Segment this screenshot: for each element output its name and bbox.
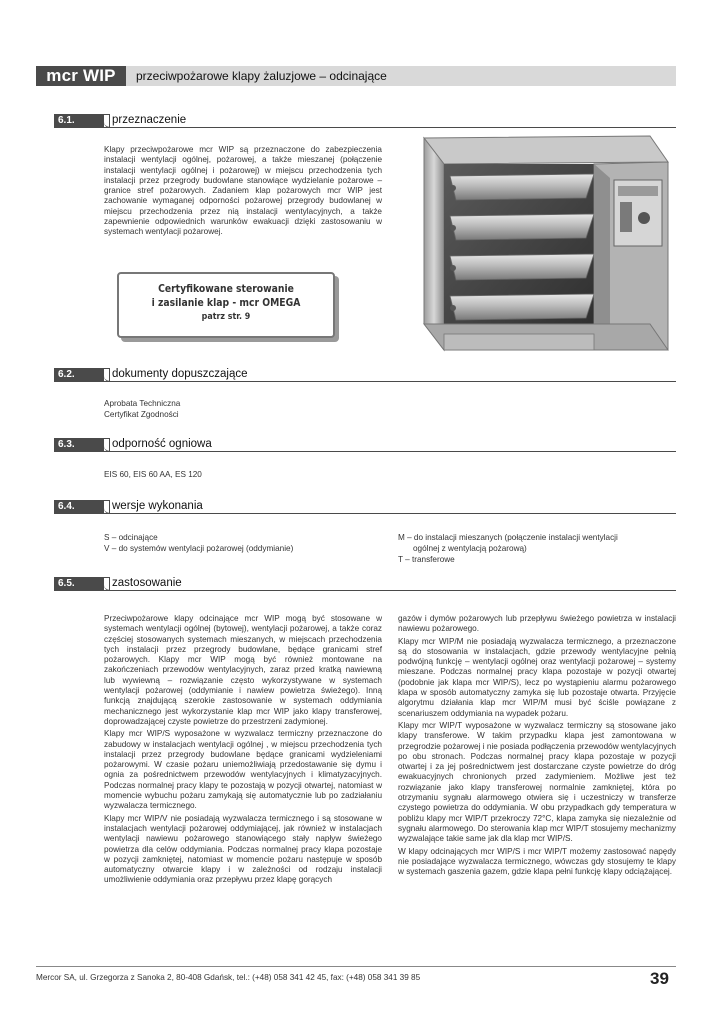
section-heading-zastosowanie — [54, 577, 676, 591]
section-tab — [104, 114, 110, 128]
section-heading-odpornosc — [54, 438, 676, 452]
paragraph: Przeciwpożarowe klapy odcinające mcr WIP mogą być stosowane w systemach wentylacji ogólnej (bytowej), wentylacji pożarowej, a także coraz częściej stosowanych systemach mieszanych, w miejscach przechodzenia tych instalacji przez przegrody budowlane, będące granicami stref pożarowych. Klapy mcr WIP mogą być również montowane na zakończeniach przewodów wentylacyjnych, zaraz przed kratką nawiewną lub wywiewną – rozwiązanie często wykorzystywane w systemach wentylacji pożarowej (oddymianie i nawiew powietrza świeżego). Inną funkcją znajdującą szerokie zastosowanie w systemach oddymiania mechanicznego jest wykorzystanie klap mcr WIP jako klapy transferowej, doprowadzającej czyste powietrze do przestrzeni zadymionej. — [104, 614, 382, 726]
paragraph: Klapy mcr WIP/T wyposażone w wyzwalacz termiczny są stosowane jako klapy transferowe. W takim przypadku klapa jest zamontowana w przegrodzie pożarowej i nie posiada podłączenia przewodów wentylacyjnych po obu stronach. Podczas normalnej pracy klapa pozostaje w pozycji otwartej i za jej pośrednictwem jest dostarczane czyste powietrze do dróg ewakuacyjnych chronionych przed zadymieniem. Możliwe jest też rozwiązanie jako klapy transferowej normalnie zamkniętej, która po otrzymaniu sygnału alarmowego otwiera się i uczestniczy w transferze czystego powietrza do oddymiania. W obu przypadkach gdy temperatura w pobliżu klapy mcr WIP/T przekroczy 72°C, klapa zamyka się niezależnie od sygnału alarmowego. Do sterowania klap mcr WIP/T stosujemy mechanizmy wyzwalające takie same jak dla klap mcr WIP/S. — [398, 720, 676, 844]
section-title: wersje wykonania — [112, 500, 203, 512]
section-heading-wersje — [54, 500, 676, 514]
section-rule — [104, 513, 676, 514]
application-column-right — [398, 614, 676, 879]
section-number: 6.1. — [54, 114, 104, 128]
fire-resistance-classes: EIS 60, EIS 60 AA, ES 120 — [104, 470, 202, 479]
section-number: 6.2. — [54, 368, 104, 382]
section-title: odporność ogniowa — [112, 438, 212, 450]
approval-line: Aprobata Techniczna — [104, 399, 181, 408]
header-band — [36, 66, 676, 86]
footer-contact: Mercor SA, ul. Grzegorza z Sanoka 2, 80-408 Gdańsk, tel.: (+48) 058 341 42 45, fax: (+48) 058 341 39 85 — [36, 973, 421, 982]
callout-line-3: patrz str. 9 — [201, 312, 251, 322]
section-heading-przeznaczenie — [54, 114, 676, 128]
section-rule — [104, 381, 676, 382]
section-tab — [104, 368, 110, 382]
footer-rule — [36, 966, 676, 967]
section-title: przeznaczenie — [112, 114, 187, 126]
section-number: 6.4. — [54, 500, 104, 514]
section-heading-dokumenty — [54, 368, 676, 382]
section-title: zastosowanie — [112, 577, 182, 589]
version-s: S – odcinające — [104, 533, 158, 542]
application-column-left — [104, 614, 382, 888]
version-m-cont: ogólnej z wentylacją pożarową) — [413, 544, 527, 553]
version-m: M – do instalacji mieszanych (połączenie instalacji wentylacji — [398, 533, 618, 542]
section-tab — [104, 577, 110, 591]
paragraph: W klapy odcinających mcr WIP/S i mcr WIP/T możemy zastosować napędy nie posiadające wyzwalacza termicznego, wówczas gdy stosujemy te klapy w systemach gaszenia gazem, gdzie klapa pełni funkcję klapy odciążającej. — [398, 846, 676, 877]
page-number: 39 — [650, 969, 669, 988]
damper-product-image — [410, 128, 680, 358]
certification-callout — [117, 272, 335, 338]
certificate-line: Certyfikat Zgodności — [104, 410, 179, 419]
section-title: dokumenty dopuszczające — [112, 368, 248, 380]
section-number: 6.5. — [54, 577, 104, 591]
brand-label: mcr WIP — [36, 66, 126, 86]
section-rule — [104, 590, 676, 591]
callout-line-1: Certyfikowane sterowanie — [158, 283, 294, 295]
version-t: T – transferowe — [398, 555, 455, 564]
paragraph: gazów i dymów pożarowych lub przepływu świeżego powietrza w instalacji nawiewu pożarowego. — [398, 614, 676, 634]
paragraph: Klapy mcr WIP/V nie posiadają wyzwalacza termicznego i są stosowane w instalacjach wentylacji pożarowej oddymiającej, jak również w instalacjach wentylacji nawiewu pożarowego stanowiącego stały napływ świeżego powietrza dla celów oddymiania. Podczas normalnej pracy klapa pozostaje w pozycji zamkniętej, natomiast w momencie pożaru następuje w sposób automatyczny otwarcie klapy i w zależności od rodzaju instalacji umożliwienie oddymiania oraz przepływu przez klapę gorących — [104, 813, 382, 885]
section-tab — [104, 438, 110, 452]
purpose-paragraph: Klapy przeciwpożarowe mcr WIP są przeznaczone do zabezpieczenia instalacji wentylacji ogólnej, pożarowej, a także mieszanej (połączenie instalacji wentylacji ogólnej i pożarowej) w miejscu przechodzenia tych instalacji przez przegrody budowlane stanowiące wydzielanie pożarowe – granice stref pożarowych. Zadaniem klap pożarowych mcr WIP jest zachowanie wymaganej odporności pożarowej przegrody budowlanej w miejscu przechodzenia przez nią instalacji wentylacyjnych, a także zapewnienie odpowiednich warunków ewakuacji dzięki zastosowaniu w systemach wentylacji pożarowej. — [104, 145, 382, 237]
section-rule — [104, 451, 676, 452]
header-title: przeciwpożarowe klapy żaluzjowe – odcinające — [136, 69, 387, 83]
paragraph: Klapy mcr WIP/S wyposażone w wyzwalacz termiczny przeznaczone do zabudowy w instalacjach wentylacji ogólnej , w miejscu przechodzenia tych instalacji przez przegrody budowlane będące granicami wydzieleniami pożarowymi. W czasie pożaru uniemożliwiają przedostawanie się dymu i ognia za pośrednictwem przewodów wentylacyjnych i klimatyzacyjnych. Podczas normalnej pracy klapy te pozostają w pozycji otwartej, natomiast w momencie wybuchu pożaru zamykają się automatycznie lub po zadziałaniu wyzwalacza termicznego. — [104, 729, 382, 811]
version-v: V – do systemów wentylacji pożarowej (oddymianie) — [104, 544, 294, 553]
paragraph: Klapy mcr WIP/M nie posiadają wyzwalacza termicznego, a przeznaczone są do stosowania w instalacjach, gdzie przewody wentylacyjne pełnią podwójną funkcję – wentylacji ogólnej oraz wentylacji pożarowej – systemy mieszane. Podczas normalnej pracy klapa pozostaje w pozycji otwartej (podobnie jak klapa mcr WIP/S), lecz po wystąpieniu alarmu pożarowego klapa w sposób automatyczny zamyka się lub pozostaje otwarta. Przyjęcie algorytmu działania klap mcr WIP/M musi być ściśle powiązane z scenariuszem oddymiania na wypadek pożaru. — [398, 636, 676, 718]
callout-line-2: i zasilanie klap - mcr OMEGA — [151, 297, 301, 309]
section-tab — [104, 500, 110, 514]
section-number: 6.3. — [54, 438, 104, 452]
